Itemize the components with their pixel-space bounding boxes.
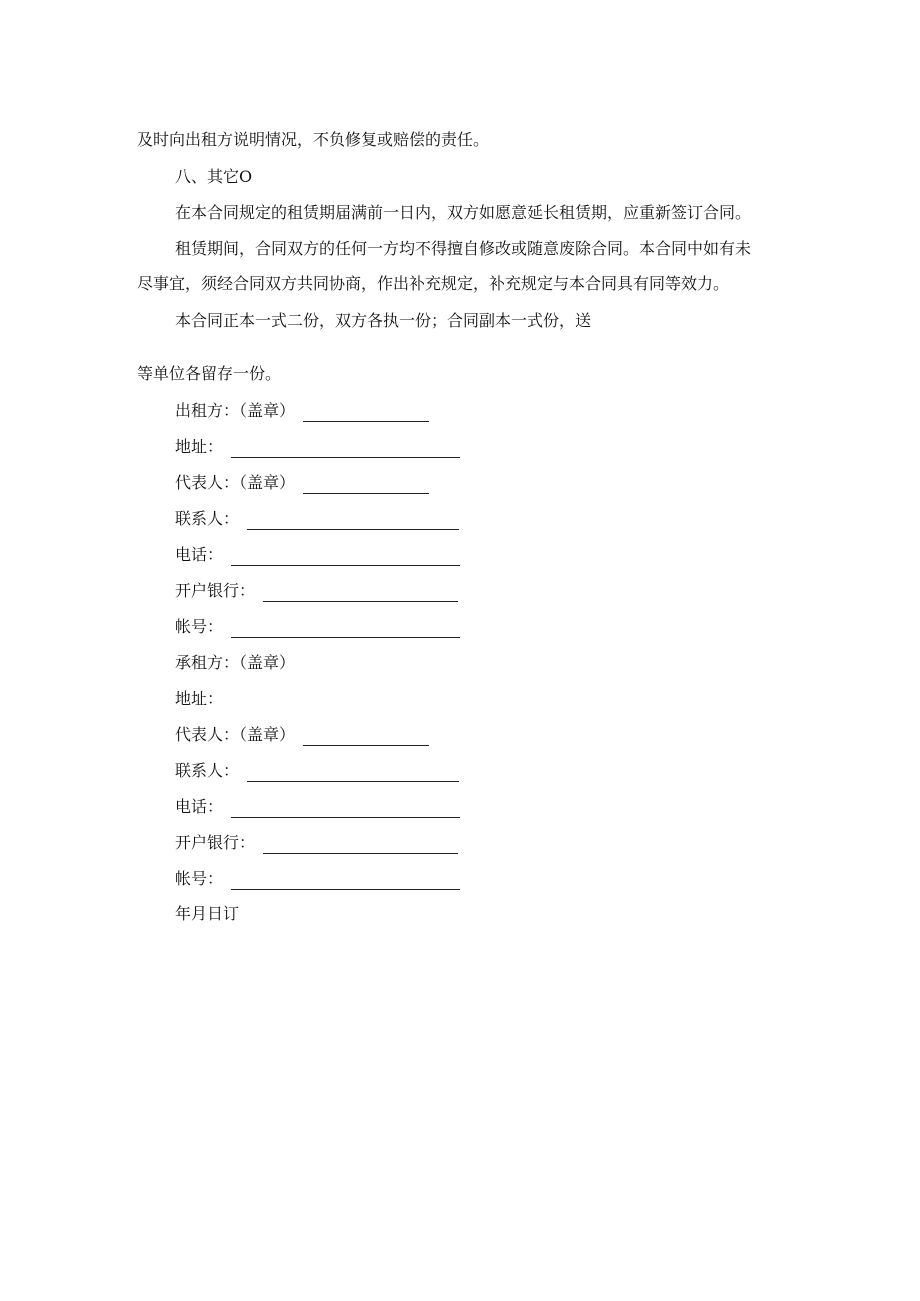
- lessor-account-label: 帐号：: [175, 617, 224, 636]
- lessor-name-label: 出租方：（盖章）: [175, 401, 296, 420]
- lessor-name-field: [175, 398, 429, 422]
- lessor-bank-label: 开户银行：: [175, 581, 256, 600]
- lessee-account-blank[interactable]: [231, 871, 460, 890]
- lessee-name-label: 承租方：（盖章）: [175, 653, 296, 672]
- lessee-contact-blank[interactable]: [247, 763, 459, 782]
- lessee-phone-field: [175, 794, 460, 818]
- lessor-phone-field: [175, 542, 460, 566]
- lessor-phone-label: 电话：: [175, 545, 224, 564]
- paragraph-copies-line2: 等单位各留存一份。: [137, 364, 282, 383]
- lessor-contact-blank[interactable]: [247, 511, 459, 530]
- lessor-address-label: 地址：: [175, 437, 224, 456]
- lessee-rep-field: [175, 722, 429, 746]
- paragraph-continuation: 及时向出租方说明情况，不负修复或赔偿的责任。: [137, 130, 490, 149]
- lessor-rep-blank[interactable]: [303, 475, 429, 494]
- lessee-phone-blank[interactable]: [231, 799, 460, 818]
- paragraph-copies-line1: 本合同正本一式二份，双方各执一份；合同副本一式份，送: [175, 311, 592, 330]
- lessee-address-field: [175, 686, 223, 710]
- lessor-contact-field: [175, 506, 459, 530]
- lessee-account-label: 帐号：: [175, 869, 224, 888]
- lessee-bank-blank[interactable]: [263, 835, 458, 854]
- lessor-bank-field: [175, 578, 458, 602]
- paragraph-modification-line2: 尽事宜，须经合同双方共同协商，作出补充规定，补充规定与本合同具有同等效力。: [137, 274, 730, 293]
- lessor-address-blank[interactable]: [231, 439, 460, 458]
- lessee-bank-label: 开户银行：: [175, 833, 256, 852]
- lessee-address-label: 地址：: [175, 689, 224, 708]
- lessor-phone-blank[interactable]: [231, 547, 460, 566]
- lessee-name-field: [175, 650, 295, 674]
- lessee-contact-label: 联系人：: [175, 761, 240, 780]
- lessor-rep-field: [175, 470, 429, 494]
- lessor-account-blank[interactable]: [231, 619, 460, 638]
- lessor-contact-label: 联系人：: [175, 509, 240, 528]
- lessee-rep-blank[interactable]: [303, 727, 429, 746]
- paragraph-modification-line1: 租赁期间，合同双方的任何一方均不得擅自修改或随意废除合同。本合同中如有未: [175, 239, 752, 258]
- lessor-account-field: [175, 614, 460, 638]
- paragraph-renewal: 在本合同规定的租赁期届满前一日内，双方如愿意延长租赁期，应重新签订合同。: [175, 203, 752, 222]
- lessee-contact-field: [175, 758, 459, 782]
- lessor-name-blank[interactable]: [303, 403, 429, 422]
- lessor-address-field: [175, 434, 460, 458]
- lessee-account-field: [175, 866, 460, 890]
- lessee-bank-field: [175, 830, 458, 854]
- lessor-bank-blank[interactable]: [263, 583, 458, 602]
- section-8-heading: 八、其它O: [175, 167, 253, 186]
- signing-date: 年月日订: [175, 904, 240, 923]
- lessor-rep-label: 代表人：（盖章）: [175, 473, 296, 492]
- lessee-phone-label: 电话：: [175, 797, 224, 816]
- lessee-rep-label: 代表人：（盖章）: [175, 725, 296, 744]
